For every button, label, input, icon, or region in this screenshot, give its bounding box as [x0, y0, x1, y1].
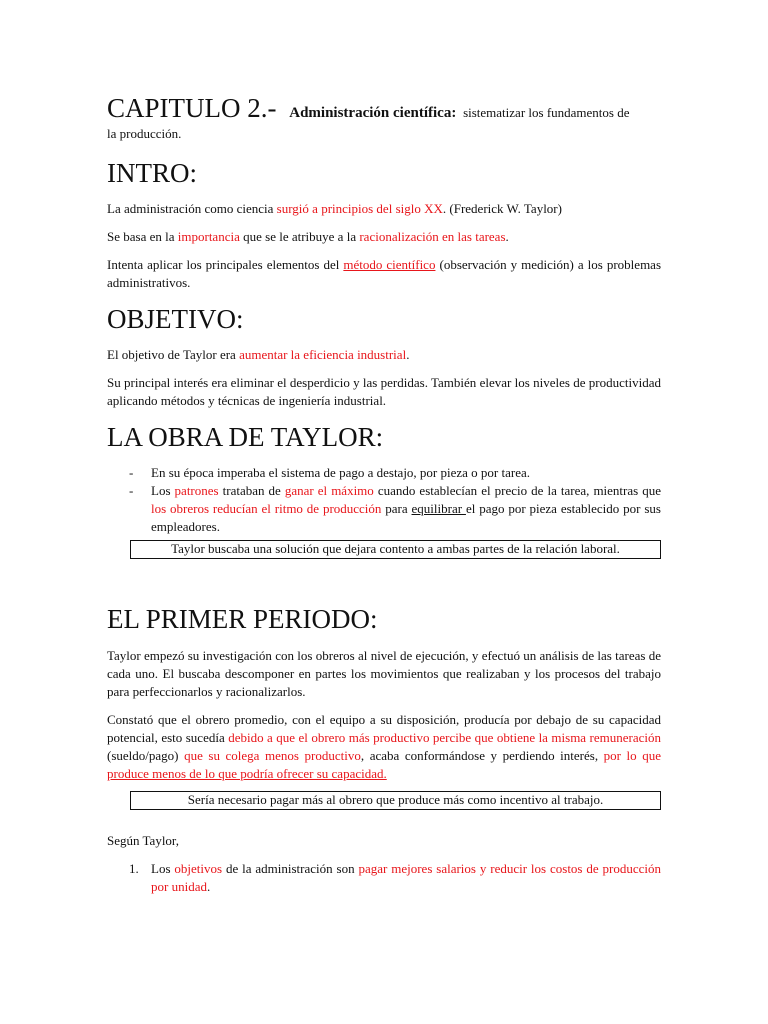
list-item: - En su época imperaba el sistema de pago a destajo, por pieza o por tarea. — [107, 464, 661, 482]
list-item: - Los patrones trataban de ganar el máximo cuando establecían el precio de la tarea, mientras que los obreros reducían el ritmo de producción para equilibrar el pago por pieza establecido por sus empleadores. — [107, 482, 661, 536]
chapter-number: CAPITULO 2.- — [107, 93, 277, 123]
section-heading-obra: LA OBRA DE TAYLOR: — [107, 422, 384, 452]
segun-taylor: Según Taylor, — [107, 833, 179, 848]
obra-highlight-box: Taylor buscaba una solución que dejara contento a ambas partes de la relación laboral. — [130, 540, 661, 559]
section-heading-objetivo: OBJETIVO: — [107, 304, 244, 334]
section-heading-intro: INTRO: — [107, 158, 197, 188]
intro-paragraph-1: La administración como ciencia surgió a principios del siglo XX. (Frederick W. Taylor) — [107, 201, 562, 216]
list-item: 1. Los objetivos de la administración son pagar mejores salarios y reducir los costos de producción por unidad. — [129, 861, 662, 894]
obra-list — [107, 464, 661, 536]
chapter-topic: Administración científica: — [289, 105, 457, 121]
section-heading-primer-periodo: EL PRIMER PERIODO: — [107, 604, 378, 634]
intro-paragraph-2: Se basa en la importancia que se le atribuye a la racionalización en las tareas. — [107, 229, 509, 244]
objetivos-list — [107, 860, 661, 896]
primer-paragraph-1: Taylor empezó su investigación con los obreros al nivel de ejecución, y efectuó un análisis de las tareas de cada uno. El buscaba descomponer en partes los movimientos que realizaban y los procesos del trabajo para perfeccionarlos y racionalizarlos. — [107, 648, 661, 699]
objetivo-paragraph-1: El objetivo de Taylor era aumentar la eficiencia industrial. — [107, 347, 410, 362]
chapter-subtitle-cont: la producción. — [107, 126, 182, 141]
primer-paragraph-2: Constató que el obrero promedio, con el equipo a su disposición, producía por debajo de su capacidad potencial, esto sucedía debido a que el obrero más productivo percibe que obtiene la misma remuneración (sueldo/pago) que su colega menos productivo, acaba conformándose y perdiendo interés, por lo que produce menos de lo que podría ofrecer su capacidad. — [107, 712, 662, 781]
chapter-title — [107, 88, 661, 133]
primer-highlight-box: Sería necesario pagar más al obrero que produce más como incentivo al trabajo. — [130, 791, 661, 810]
chapter-subtitle: sistematizar los fundamentos de — [463, 105, 630, 120]
intro-paragraph-3: Intenta aplicar los principales elementos del método científico (observación y medición) a los problemas administrativos. — [107, 257, 662, 290]
objetivo-paragraph-2: Su principal interés era eliminar el desperdicio y las perdidas. También elevar los niveles de productividad aplicando métodos y técnicas de ingeniería industrial. — [107, 375, 661, 408]
document-content — [107, 88, 661, 896]
